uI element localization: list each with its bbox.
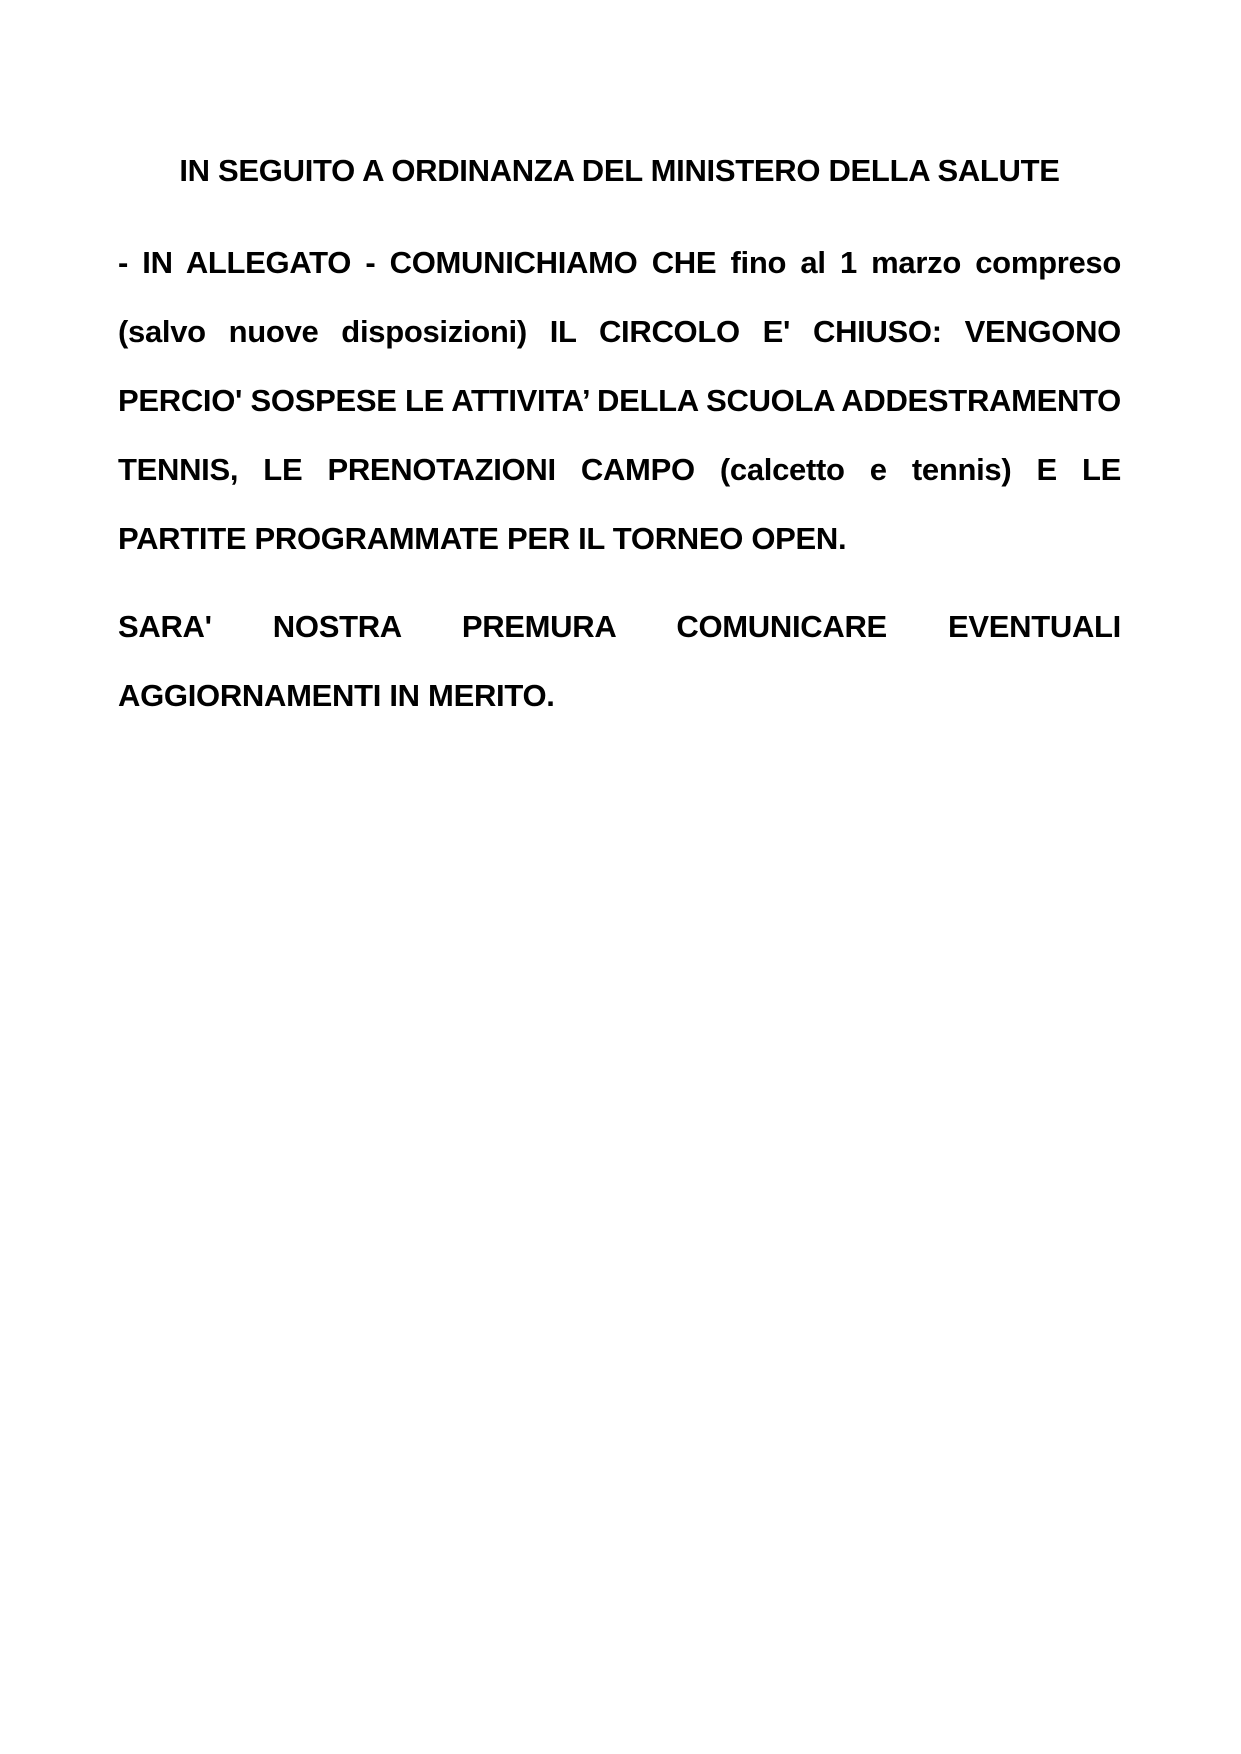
document-heading: IN SEGUITO A ORDINANZA DEL MINISTERO DELLA SALUTE xyxy=(179,153,1060,188)
notice-paragraph-updates: SARA' NOSTRA PREMURA COMUNICARE EVENTUALI AGGIORNAMENTI IN MERITO. xyxy=(118,609,1121,713)
notice-paragraph-closure: - IN ALLEGATO - COMUNICHIAMO CHE fino al 1 marzo compreso (salvo nuove disposizioni) IL CIRCOLO E' CHIUSO: VENGONO PERCIO' SOSPESE LE ATTIVITA’ DELLA SCUOLA ADDESTRAMENTO TENNIS, LE PRENOTAZIONI CAMPO (calcetto e tennis) E LE PARTITE PROGRAMMATE PER IL TORNEO OPEN. xyxy=(118,245,1121,556)
